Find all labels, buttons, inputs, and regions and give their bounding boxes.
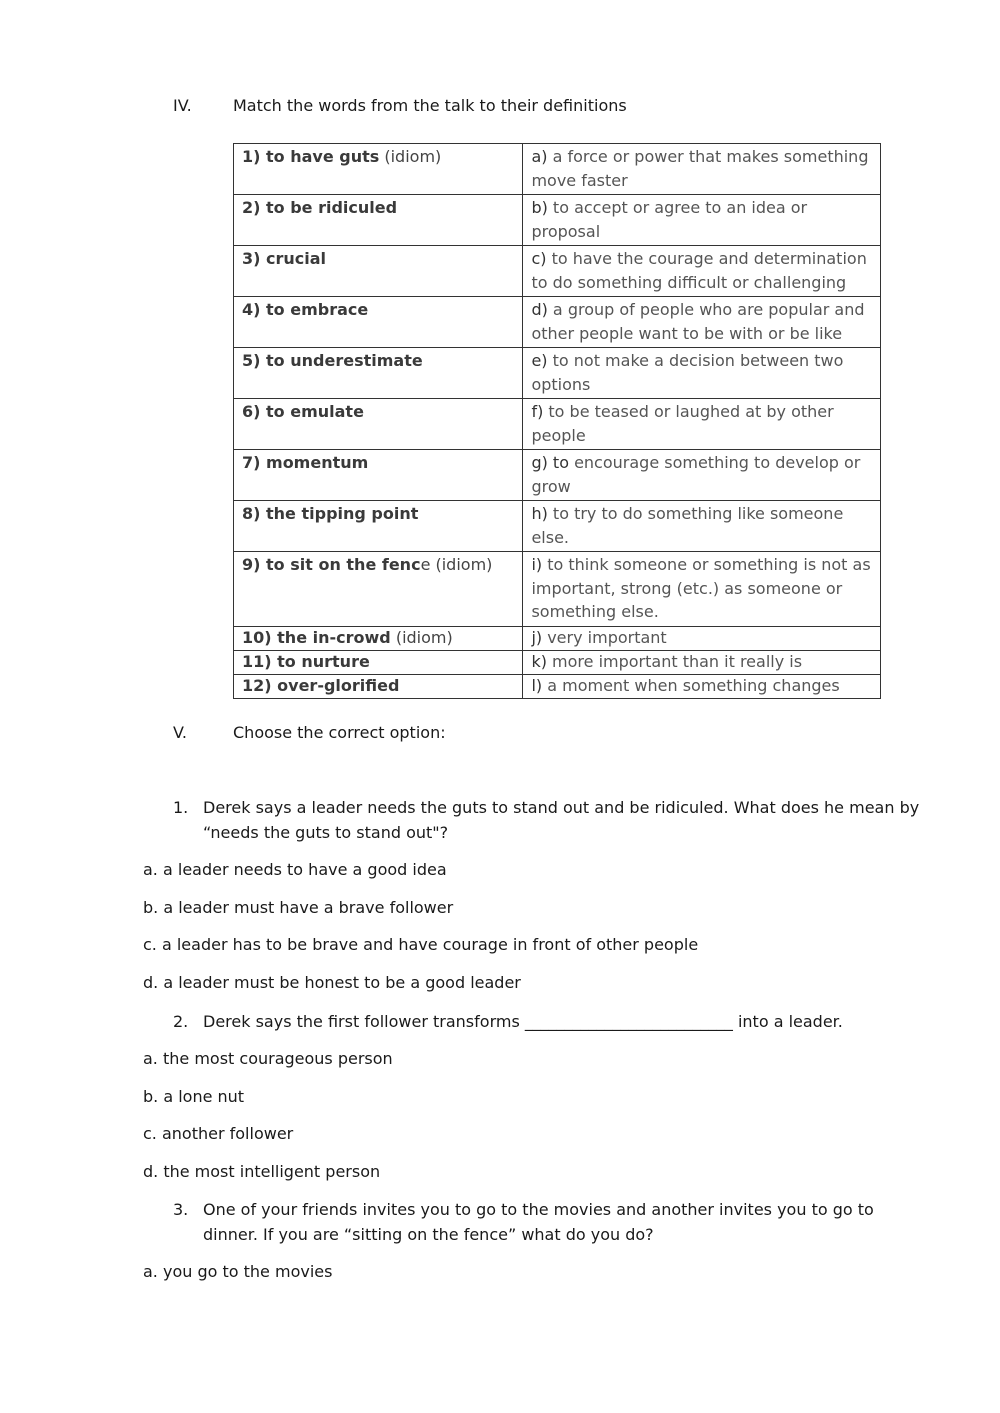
definition-cell bbox=[523, 501, 881, 552]
question-text: One of your friends invites you to go to the movies and another invites you to go to dinner. If you are “sitting on the fence” what do you do? bbox=[203, 1200, 874, 1244]
definition-text: a group of people who are popular and other people want to be with or be like bbox=[531, 300, 865, 343]
table-row bbox=[234, 297, 881, 348]
definition-cell bbox=[523, 144, 881, 195]
term-number: 5) to bbox=[242, 351, 291, 370]
definition-text: to think someone or something is not as important, strong (etc.) as someone or something else. bbox=[531, 555, 871, 621]
table-row bbox=[234, 399, 881, 450]
term-number: 1) bbox=[242, 147, 267, 166]
term-word: to emulate bbox=[266, 402, 364, 421]
table-row bbox=[234, 650, 881, 674]
term-number: 11) to bbox=[242, 651, 302, 671]
term-word: to have guts bbox=[266, 147, 380, 166]
definition-letter: e) bbox=[531, 351, 548, 370]
question-2-option-c: c. another follower bbox=[143, 1124, 294, 1143]
table-row bbox=[234, 144, 881, 195]
term-cell bbox=[234, 450, 523, 501]
question-2 bbox=[173, 1010, 933, 1035]
question-2-option-b: b. a lone nut bbox=[143, 1087, 245, 1106]
question-2-option-a: a. the most courageous person bbox=[143, 1049, 393, 1068]
definition-cell bbox=[523, 348, 881, 399]
question-1-option-d: d. a leader must be honest to be a good leader bbox=[143, 973, 521, 992]
term-word: nurture bbox=[301, 651, 370, 671]
term-cell bbox=[234, 399, 523, 450]
term-cell bbox=[234, 144, 523, 195]
table-row bbox=[234, 348, 881, 399]
term-cell bbox=[234, 348, 523, 399]
definition-cell bbox=[523, 650, 881, 674]
term-word: over-glorified bbox=[277, 675, 400, 695]
term-word: crucial bbox=[266, 249, 327, 268]
term-cell bbox=[234, 674, 523, 698]
definition-cell bbox=[523, 399, 881, 450]
question-1-option-b: b. a leader must have a brave follower bbox=[143, 898, 454, 917]
term-number: 10) bbox=[242, 627, 278, 647]
term-cell bbox=[234, 246, 523, 297]
term-word: to embrace bbox=[266, 300, 369, 319]
term-cell bbox=[234, 552, 523, 627]
table-row bbox=[234, 246, 881, 297]
definition-cell bbox=[523, 674, 881, 698]
term-cell bbox=[234, 297, 523, 348]
question-text: Derek says the first follower transforms __________________________ into a leader. bbox=[203, 1012, 843, 1031]
definition-letter: j) bbox=[531, 627, 543, 647]
section-4-number: IV. bbox=[173, 96, 192, 115]
term-word: the in-crowd bbox=[277, 627, 391, 647]
question-1-option-a: a. a leader needs to have a good idea bbox=[143, 860, 447, 879]
term-word: to sit on the fenc bbox=[266, 555, 421, 574]
table-row bbox=[234, 674, 881, 698]
term-cell bbox=[234, 195, 523, 246]
term-number: 8) bbox=[242, 504, 267, 523]
definition-text: to accept or agree to an idea or proposal bbox=[531, 198, 808, 241]
definition-text: to be teased or laughed at by other people bbox=[531, 402, 834, 445]
definition-letter: k) bbox=[531, 651, 547, 671]
definition-cell bbox=[523, 626, 881, 650]
definition-text: to have the courage and determination to do something difficult or challenging bbox=[531, 249, 867, 292]
question-number: 3. bbox=[173, 1200, 189, 1219]
definition-letter: l) bbox=[531, 675, 543, 695]
definition-cell bbox=[523, 297, 881, 348]
term-cell bbox=[234, 650, 523, 674]
question-3 bbox=[173, 1198, 933, 1247]
section-5-title: Choose the correct option: bbox=[233, 723, 446, 742]
definition-letter: h) bbox=[531, 504, 548, 523]
table-row bbox=[234, 195, 881, 246]
section-4-title: Match the words from the talk to their definitions bbox=[233, 96, 627, 115]
term-word: the tipping point bbox=[266, 504, 419, 523]
term-word: to be ridiculed bbox=[266, 198, 398, 217]
term-note: (idiom) bbox=[390, 627, 453, 647]
table-row bbox=[234, 626, 881, 650]
definition-letter: d) bbox=[531, 300, 548, 319]
question-number: 1. bbox=[173, 798, 189, 817]
question-2-option-d: d. the most intelligent person bbox=[143, 1162, 381, 1181]
table-row bbox=[234, 552, 881, 627]
definition-letter: i) bbox=[531, 555, 543, 574]
definition-letter: a) bbox=[531, 147, 548, 166]
question-1-option-c: c. a leader has to be brave and have courage in front of other people bbox=[143, 935, 699, 954]
definition-text: to try to do something like someone else. bbox=[531, 504, 844, 547]
term-number: 2) bbox=[242, 198, 267, 217]
question-text: Derek says a leader needs the guts to stand out and be ridiculed. What does he mean by “needs the guts to stand out"? bbox=[203, 798, 920, 842]
question-3-option-a: a. you go to the movies bbox=[143, 1262, 333, 1281]
definition-text: very important bbox=[542, 627, 667, 647]
definition-text: encourage something to develop or grow bbox=[531, 453, 861, 496]
term-note: (idiom) bbox=[379, 147, 442, 166]
definition-letter: b) bbox=[531, 198, 548, 217]
term-number: 12) bbox=[242, 675, 278, 695]
term-note: e (idiom) bbox=[420, 555, 493, 574]
definition-cell bbox=[523, 195, 881, 246]
term-number: 3) bbox=[242, 249, 267, 268]
definition-text: to not make a decision between two options bbox=[531, 351, 844, 394]
definition-cell bbox=[523, 552, 881, 627]
term-number: 9) bbox=[242, 555, 267, 574]
question-1 bbox=[173, 796, 933, 845]
term-number: 4) bbox=[242, 300, 267, 319]
term-cell bbox=[234, 626, 523, 650]
term-number: 6) bbox=[242, 402, 267, 421]
matching-table bbox=[233, 143, 881, 699]
definition-letter: f) bbox=[531, 402, 544, 421]
table-row bbox=[234, 450, 881, 501]
term-number: 7) bbox=[242, 453, 267, 472]
definition-text: a force or power that makes something move faster bbox=[531, 147, 869, 190]
definition-letter: g) to bbox=[531, 453, 569, 472]
term-word: momentum bbox=[266, 453, 369, 472]
term-word: underestimate bbox=[290, 351, 423, 370]
definition-text: a moment when something changes bbox=[542, 675, 840, 695]
section-5-number: V. bbox=[173, 723, 187, 742]
definition-letter: c) bbox=[531, 249, 547, 268]
definition-text: more important than it really is bbox=[546, 651, 803, 671]
question-number: 2. bbox=[173, 1012, 189, 1031]
term-cell bbox=[234, 501, 523, 552]
table-row bbox=[234, 501, 881, 552]
definition-cell bbox=[523, 246, 881, 297]
definition-cell bbox=[523, 450, 881, 501]
